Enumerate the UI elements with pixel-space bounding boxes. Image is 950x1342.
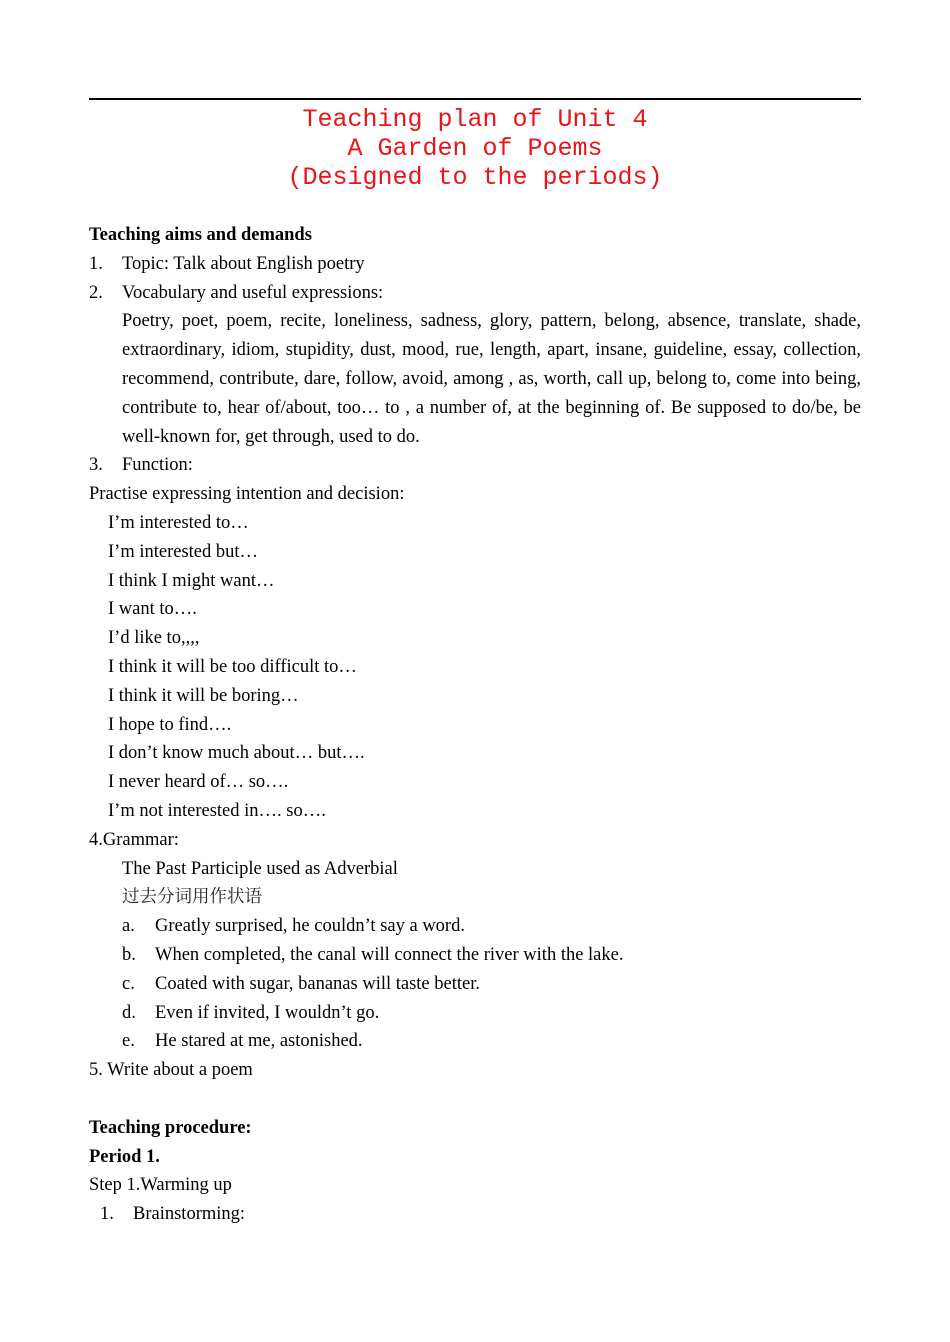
- function-heading: Function:: [122, 455, 193, 476]
- document-body: [89, 221, 861, 1229]
- title-line-1: Teaching plan of Unit 4: [302, 105, 648, 134]
- grammar-heading: 4.Grammar:: [89, 829, 179, 850]
- example-label: e.: [122, 1031, 135, 1052]
- vocab-item: [89, 279, 861, 308]
- grammar-topic-chinese: 过去分词用作状语: [122, 887, 262, 908]
- procedure-heading: Teaching procedure:: [89, 1117, 252, 1138]
- example-label: c.: [122, 973, 135, 994]
- list-number: 3.: [89, 455, 103, 476]
- grammar-topic: The Past Participle used as Adverbial: [122, 858, 398, 879]
- aims-heading: Teaching aims and demands: [89, 225, 312, 245]
- example-label: d.: [122, 1002, 136, 1023]
- function-item: [89, 451, 861, 480]
- phrase-item: I don’t know much about… but….: [108, 743, 365, 764]
- header-rule: [89, 98, 861, 100]
- phrase-item: I think it will be boring…: [108, 685, 299, 706]
- document-title: [89, 105, 861, 192]
- example-text: He stared at me, astonished.: [155, 1031, 363, 1052]
- phrase-item: I’m not interested in…. so….: [108, 800, 326, 821]
- title-line-3: (Designed to the periods): [287, 163, 663, 192]
- topic-text: Topic: Talk about English poetry: [122, 253, 365, 274]
- list-number: 2.: [89, 282, 103, 303]
- phrase-item: I never heard of… so….: [108, 772, 289, 793]
- blank-line: [89, 1085, 861, 1114]
- brainstorming-item: [89, 1200, 861, 1229]
- phrase-item: I hope to find….: [108, 714, 232, 735]
- phrase-item: I’m interested to…: [108, 512, 249, 533]
- example-label: b.: [122, 944, 136, 965]
- example-item: [89, 912, 861, 941]
- list-number: 1.: [89, 253, 103, 274]
- example-text: When completed, the canal will connect the river with the lake.: [155, 944, 624, 965]
- title-line-2: A Garden of Poems: [347, 134, 603, 163]
- phrase-item: I’d like to,,,,: [108, 628, 200, 649]
- example-text: Greatly surprised, he couldn’t say a word.: [155, 916, 465, 937]
- example-item: [89, 970, 861, 999]
- step-heading: Step 1.Warming up: [89, 1175, 232, 1196]
- phrase-item: I think I might want…: [108, 570, 275, 591]
- write-item: 5. Write about a poem: [89, 1060, 253, 1081]
- vocab-list: Poetry, poet, poem, recite, loneliness, sadness, glory, pattern, belong, absence, translate, shade, extraordinary, idiom, stupidity, dust, mood, rue, length, apart, insane, guideline, essay, collection, recommend, contribute, dare, follow, avoid, among , as, worth, call up, belong to, come into being, contribute to, hear of/about, too… to , a number of, at the beginning of. Be supposed to do/be, be well-known for, get through, used to do.: [122, 311, 861, 447]
- function-intro: Practise expressing intention and decision:: [89, 484, 405, 505]
- phrase-item: I think it will be too difficult to…: [108, 656, 357, 677]
- example-label: a.: [122, 916, 135, 937]
- vocab-heading: Vocabulary and useful expressions:: [122, 282, 384, 303]
- example-text: Coated with sugar, bananas will taste better.: [155, 973, 480, 994]
- example-item: [89, 1027, 861, 1056]
- brainstorming-text: Brainstorming:: [133, 1204, 246, 1225]
- example-item: [89, 999, 861, 1028]
- phrase-item: I’m interested but…: [108, 541, 259, 562]
- example-text: Even if invited, I wouldn’t go.: [155, 1002, 380, 1023]
- list-number: 1.: [100, 1204, 114, 1225]
- example-item: [89, 941, 861, 970]
- period-heading: Period 1.: [89, 1146, 160, 1167]
- phrase-item: I want to….: [108, 599, 197, 620]
- topic-item: [89, 250, 861, 279]
